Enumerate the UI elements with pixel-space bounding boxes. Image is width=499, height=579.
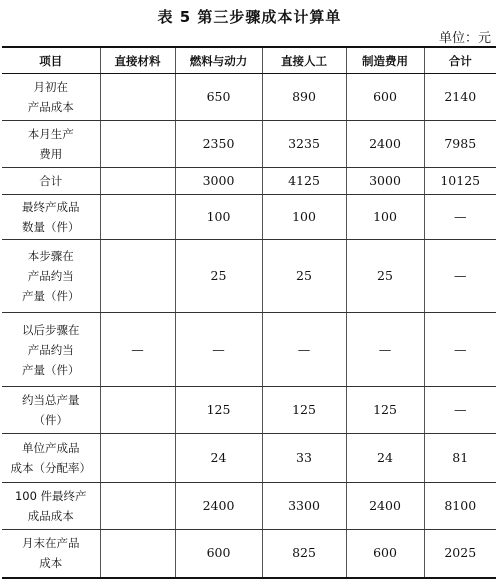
row-label-line: 数量（件） [22,220,80,234]
row-label-line: 单位产成品 [22,441,80,455]
row-label-line: 产品成本 [27,100,74,114]
column-header-manufacturing-overhead: 制造费用 [346,47,424,74]
row-label [2,387,100,434]
cost-calculation-table [2,46,496,579]
cell-total: 7985 [424,121,496,168]
cell-total: 2140 [424,74,496,121]
cell-fuel-power: 600 [175,530,262,578]
cell-direct-materials [100,530,175,578]
table-title: 表 5 第三步骤成本计算单 [157,8,342,26]
cell-fuel-power: 25 [175,240,262,313]
row-label [2,434,100,483]
cell-fuel-power: 2350 [175,121,262,168]
cell-fuel-power: 125 [175,387,262,434]
cell-direct-materials [100,195,175,240]
row-label [2,74,100,121]
row-label [2,483,100,530]
cell-direct-labor: 3235 [262,121,346,168]
row-label-line: 最终产成品 [22,200,80,214]
cell-manufacturing-overhead: 125 [346,387,424,434]
cell-fuel-power: 100 [175,195,262,240]
cell-direct-labor: 100 [262,195,346,240]
table-row [2,483,496,530]
cell-manufacturing-overhead: 25 [346,240,424,313]
cell-direct-materials [100,483,175,530]
cell-direct-materials [100,240,175,313]
table-row [2,313,496,387]
cell-total: — [424,240,496,313]
cell-direct-labor: — [262,313,346,387]
row-label-line: 月末在产品 [22,536,80,551]
cell-total: — [424,387,496,434]
cell-total: — [424,195,496,240]
cell-manufacturing-overhead: 600 [346,530,424,578]
column-header-direct-materials: 直接材料 [100,47,175,74]
cell-manufacturing-overhead: 3000 [346,168,424,195]
column-header-item: 项目 [2,47,100,74]
table-row [2,168,496,195]
row-label-line: 成品成本 [27,509,74,523]
cell-direct-labor: 4125 [262,168,346,195]
table-row [2,121,496,168]
cell-fuel-power: — [175,313,262,387]
cell-manufacturing-overhead: 24 [346,434,424,483]
cell-fuel-power: 2400 [175,483,262,530]
row-label [2,313,100,387]
row-label [2,168,100,195]
cell-total: 8100 [424,483,496,530]
cell-manufacturing-overhead: 600 [346,74,424,121]
row-label-line: 月初在 [33,80,68,94]
cell-manufacturing-overhead: — [346,313,424,387]
row-label-line: 本步骤在 [27,249,74,263]
row-label-line: 产品约当 [27,342,74,357]
row-label-line: 成本（分配率） [10,461,91,475]
table-row [2,240,496,313]
cell-direct-materials [100,387,175,434]
cell-manufacturing-overhead: 2400 [346,483,424,530]
cell-direct-materials [100,434,175,483]
cell-direct-materials [100,121,175,168]
row-label [2,240,100,313]
cell-direct-materials [100,168,175,195]
column-header-total: 合计 [424,47,496,74]
cell-manufacturing-overhead: 2400 [346,121,424,168]
table-row [2,387,496,434]
cell-direct-labor: 33 [262,434,346,483]
row-label-line: 费用 [39,147,63,161]
row-label-line: 合计 [39,174,63,188]
header-row [2,47,496,74]
cell-fuel-power: 650 [175,74,262,121]
cell-fuel-power: 3000 [175,168,262,195]
cell-total: 10125 [424,168,496,195]
row-label [2,121,100,168]
cell-fuel-power: 24 [175,434,262,483]
cell-total: 81 [424,434,496,483]
table-row [2,74,496,121]
unit-label: 单位：元 [438,31,491,46]
cell-direct-labor: 3300 [262,483,346,530]
row-label-line: 本月生产 [27,127,74,141]
row-label-line: 100 件最终产 [14,489,87,503]
cell-direct-materials [100,74,175,121]
row-label-line: 产量（件） [22,362,80,377]
row-label-line: （件） [33,413,68,427]
row-label [2,530,100,578]
table-row [2,530,496,578]
column-header-fuel-power: 燃料与动力 [175,47,262,74]
cell-total: — [424,313,496,387]
row-label [2,195,100,240]
cell-direct-materials: — [100,313,175,387]
cell-direct-labor: 825 [262,530,346,578]
table-row [2,195,496,240]
cell-direct-labor: 890 [262,74,346,121]
cell-total: 2025 [424,530,496,578]
row-label-line: 约当总产量 [22,393,80,407]
row-label-line: 成本 [39,556,63,571]
row-label-line: 产品约当 [27,269,74,283]
cell-manufacturing-overhead: 100 [346,195,424,240]
row-label-line: 产量（件） [22,289,80,303]
cell-direct-labor: 25 [262,240,346,313]
row-label-line: 以后步骤在 [22,322,80,337]
column-header-direct-labor: 直接人工 [262,47,346,74]
table-row [2,434,496,483]
cell-direct-labor: 125 [262,387,346,434]
